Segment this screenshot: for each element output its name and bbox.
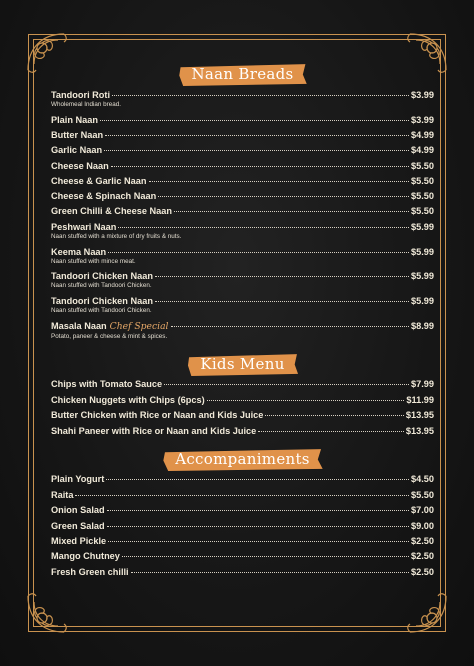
dot-leader: [131, 572, 409, 573]
dot-leader: [107, 526, 409, 527]
item-name: Green Chilli & Cheese Naan: [51, 206, 173, 216]
menu-item: [51, 521, 434, 531]
item-price: $5.99: [411, 296, 434, 306]
dot-leader: [149, 181, 410, 182]
menu-item: [51, 474, 434, 484]
item-description: Naan stuffed with Tandoori Chicken.: [51, 282, 152, 289]
menu-item: [51, 321, 434, 340]
item-price: $2.50: [411, 551, 434, 561]
dot-leader: [108, 252, 409, 253]
item-name: Mixed Pickle: [51, 536, 107, 546]
item-price: $13.95: [405, 426, 434, 436]
item-price: $3.99: [411, 90, 434, 100]
menu-item: [51, 490, 434, 500]
menu-item: [51, 536, 434, 546]
item-price: $5.50: [411, 206, 434, 216]
item-name: Plain Yogurt: [51, 474, 105, 484]
section-title-naan-breads: [177, 62, 307, 87]
item-name: Plain Naan: [51, 115, 98, 125]
item-price: $5.99: [411, 247, 434, 257]
item-price: $7.99: [411, 379, 434, 389]
menu-item: [51, 145, 434, 155]
menu-item: [51, 551, 434, 561]
item-price: $5.50: [411, 490, 434, 500]
section-title-text: Accompaniments: [175, 450, 310, 468]
ornamental-corner-icon: [404, 30, 450, 76]
item-name: Fresh Green chilli: [51, 567, 129, 577]
dot-leader: [75, 495, 409, 496]
dot-leader: [118, 227, 409, 228]
item-name: Cheese & Garlic Naan: [51, 176, 147, 186]
item-name: Mango Chutney: [51, 551, 120, 561]
item-price: $5.99: [411, 222, 434, 232]
menu-item: [51, 426, 434, 436]
item-name: Tandoori Chicken Naan: [51, 296, 153, 306]
item-description: Potato, paneer & cheese & mint & spices.: [51, 333, 168, 340]
item-description: Wholemeal Indian bread.: [51, 101, 122, 108]
item-name: Onion Salad: [51, 505, 105, 515]
item-price: $9.00: [411, 521, 434, 531]
item-name: Masala Naan: [51, 321, 107, 331]
dot-leader: [106, 479, 409, 480]
item-name: Tandoori Chicken Naan: [51, 271, 153, 281]
dot-leader: [104, 150, 409, 151]
item-description: Naan stuffed with a mixture of dry fruits & nuts.: [51, 233, 182, 240]
menu-item: [51, 379, 434, 389]
item-name: Butter Naan: [51, 130, 104, 140]
dot-leader: [258, 431, 404, 432]
item-name: Tandoori Roti: [51, 90, 111, 100]
item-description: Naan stuffed with Tandoori Chicken.: [51, 307, 152, 314]
item-name: Peshwari Naan: [51, 222, 117, 232]
menu-item: [51, 567, 434, 577]
item-name: Chips with Tomato Sauce: [51, 379, 163, 389]
item-price: $4.50: [411, 474, 434, 484]
chef-special-tag: Chef Special: [109, 321, 169, 332]
ornamental-corner-icon: [24, 590, 70, 636]
section-title-kids-menu: [186, 352, 298, 377]
item-price: $11.99: [406, 395, 434, 405]
dot-leader: [158, 196, 409, 197]
dot-leader: [265, 415, 404, 416]
item-price: $8.99: [411, 321, 434, 331]
menu-item: [51, 130, 434, 140]
item-name: Cheese & Spinach Naan: [51, 191, 157, 201]
section-title-text: Kids Menu: [200, 355, 285, 373]
section-title-text: Naan Breads: [191, 65, 294, 83]
dot-leader: [164, 384, 409, 385]
item-price: $7.00: [411, 505, 434, 515]
menu-item: [51, 90, 434, 108]
item-price: $5.50: [411, 161, 434, 171]
dot-leader: [155, 276, 409, 277]
item-price: $5.50: [411, 191, 434, 201]
ornamental-corner-icon: [24, 30, 70, 76]
dot-leader: [155, 301, 409, 302]
dot-leader: [107, 510, 409, 511]
dot-leader: [207, 400, 405, 401]
item-price: $2.50: [411, 567, 434, 577]
menu-item: [51, 206, 434, 216]
dot-leader: [105, 135, 409, 136]
dot-leader: [100, 120, 409, 121]
dot-leader: [171, 326, 410, 327]
menu-item: [51, 395, 434, 405]
item-price: $5.50: [411, 176, 434, 186]
item-price: $3.99: [411, 115, 434, 125]
item-price: $5.99: [411, 271, 434, 281]
menu-item: [51, 271, 434, 289]
menu-item: [51, 222, 434, 240]
menu-item: [51, 296, 434, 314]
item-price: $13.95: [405, 410, 434, 420]
item-name: Shahi Paneer with Rice or Naan and Kids Juice: [51, 426, 257, 436]
item-name: Butter Chicken with Rice or Naan and Kids Juice: [51, 410, 264, 420]
menu-item: [51, 161, 434, 171]
item-name: Green Salad: [51, 521, 105, 531]
menu-item: [51, 176, 434, 186]
item-name: Cheese Naan: [51, 161, 109, 171]
item-description: Naan stuffed with mince meat.: [51, 258, 136, 265]
item-name: Keema Naan: [51, 247, 107, 257]
ornamental-corner-icon: [404, 590, 450, 636]
dot-leader: [111, 166, 409, 167]
item-name: Raita: [51, 490, 74, 500]
menu-item: [51, 115, 434, 125]
section-title-accompaniments: [161, 447, 324, 472]
dot-leader: [108, 541, 409, 542]
item-name: Garlic Naan: [51, 145, 103, 155]
menu-item: [51, 247, 434, 265]
menu-item: [51, 505, 434, 515]
item-price: $2.50: [411, 536, 434, 546]
menu-item: [51, 191, 434, 201]
dot-leader: [174, 211, 409, 212]
dot-leader: [122, 556, 409, 557]
item-price: $4.99: [411, 145, 434, 155]
menu-item: [51, 410, 434, 420]
dot-leader: [112, 95, 409, 96]
item-price: $4.99: [411, 130, 434, 140]
item-name: Chicken Nuggets with Chips (6pcs): [51, 395, 205, 405]
